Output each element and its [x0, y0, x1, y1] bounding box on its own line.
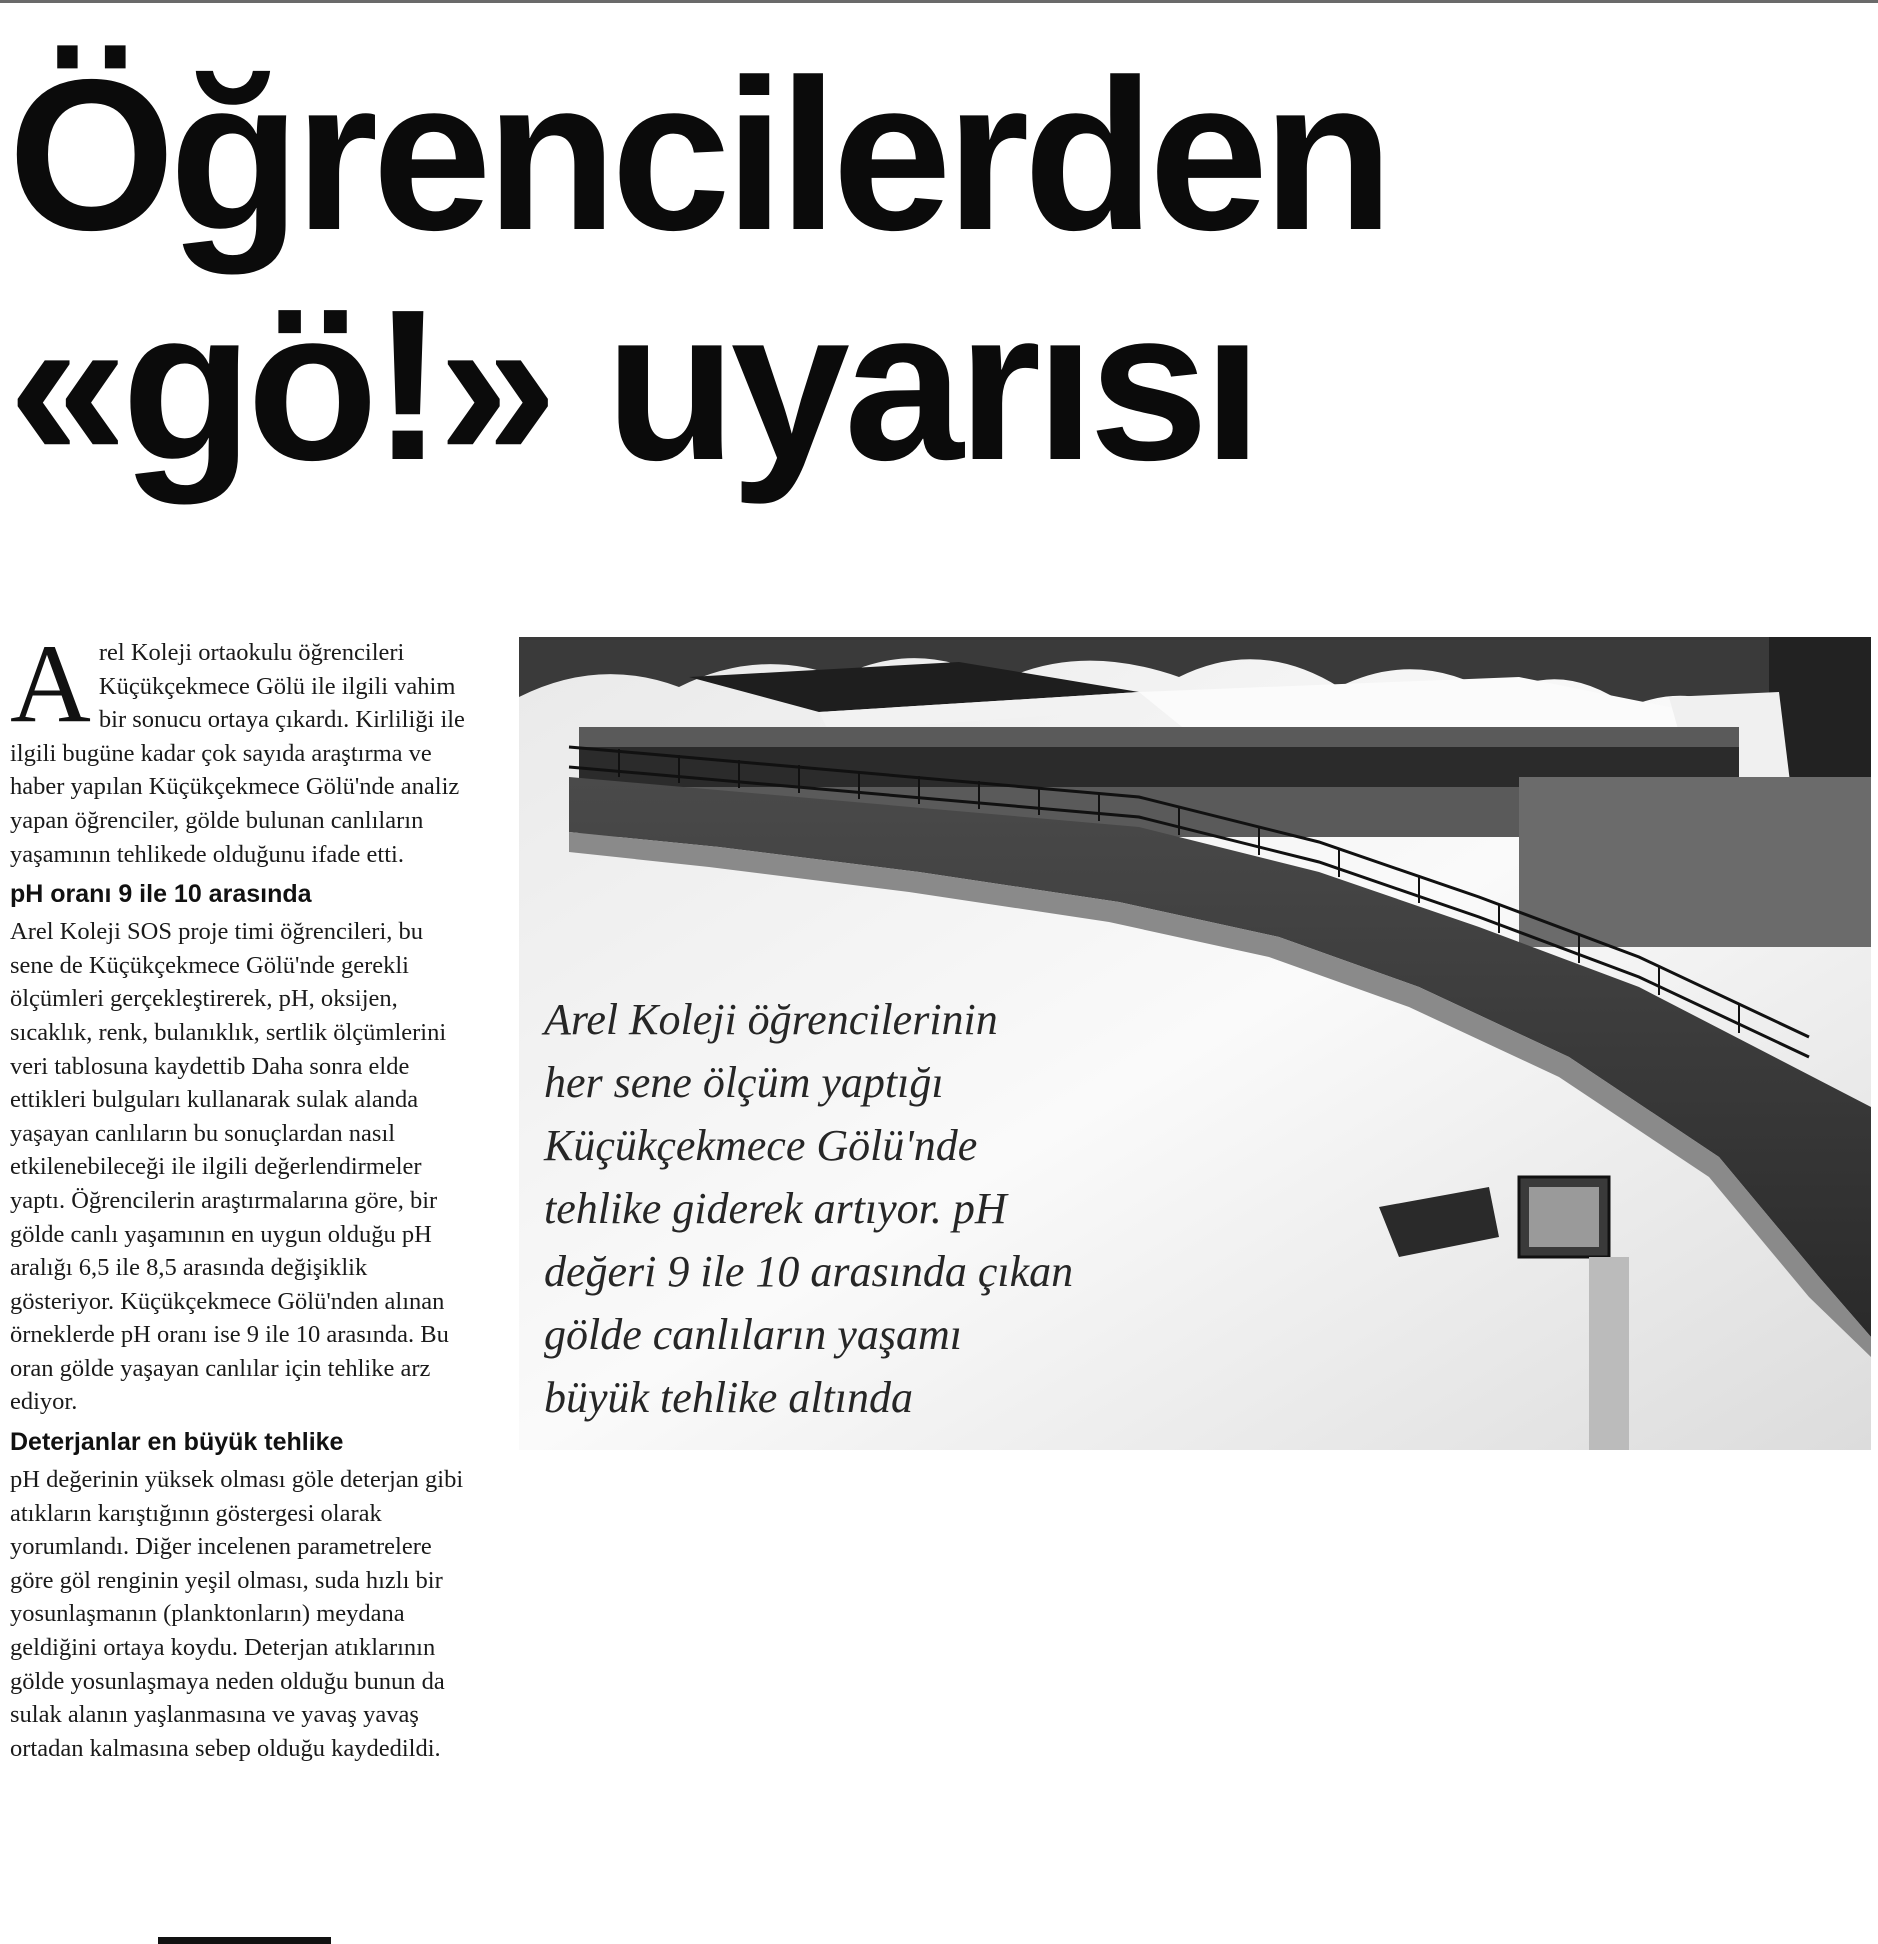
- subhead-ph: pH oranı 9 ile 10 arasında: [10, 880, 312, 909]
- subhead-deterjan: Deterjanlar en büyük tehlike: [10, 1428, 344, 1457]
- pull-quote-line: Küçükçekmece Gölü'nde: [544, 1121, 978, 1170]
- headline-line-1: Öğrencilerden: [8, 34, 1388, 275]
- article-paragraph-3: pH değerinin yüksek olması göle deterjan gibi atıkların karıştığının göstergesi olarak yorumlandı. Diğer incelenen parametrelere göre göl renginin yeşil olması, suda hızlı bir yosunlaşmanın (planktonların) meydana geldiğini ortaya koydu. Deterjan atıklarının gölde yosunlaşmaya neden olduğu bunun da sulak alanın yaşlanmasına ve yavaş yavaş ortadan kalmasına sebep olduğu kaydedildi.: [10, 1466, 464, 1762]
- pull-quote-line: tehlike giderek artıyor. pH: [544, 1184, 1007, 1233]
- pull-quote-line: büyük tehlike altında: [544, 1373, 913, 1422]
- article-intro: rel Koleji ortaokulu öğrencileri Küçükçekmece Gölü ile ilgili vahim bir sonucu ortaya çıkardı. Kirliliği ile ilgili bugüne kadar çok sayıda araştırma ve haber yapılan Küçükçekmece Gölü'nde analiz yapan öğrenciler, gölde bulunan canlıların yaşamının tehlikede olduğunu ifade etti.: [10, 639, 465, 868]
- bottom-bar: [158, 1937, 331, 1944]
- pull-quote-line: her sene ölçüm yaptığı: [544, 1058, 944, 1107]
- headline-line-2: «gö!» uyarısı: [8, 264, 1257, 505]
- article-body: [10, 622, 468, 1765]
- drop-cap: A: [10, 622, 91, 746]
- pull-quote-line: değeri 9 ile 10 arasında çıkan: [544, 1247, 1074, 1296]
- pull-quote-line: gölde canlıların yaşamı: [544, 1310, 962, 1359]
- pull-quote-line: Arel Koleji öğrencilerinin: [544, 995, 998, 1044]
- article-paragraph-2: Arel Koleji SOS proje timi öğrencileri, bu sene de Küçükçekmece Gölü'nde gerekli ölçümleri gerçekleştirerek, pH, oksijen, sıcaklık, renk, bulanıklık, sertlik ölçümlerini veri tablosuna kaydettib Daha sonra elde ettikleri bulguları kullanarak sulak alanda yaşayan canlıların bu sonuçlardan nasıl etkilenebileceği ile ilgili değerlendirmeler yaptı. Öğrencilerin araştırmalarına göre, bir gölde canlı yaşamının en uygun olduğu pH aralığı 6,5 ile 8,5 arasında değişiklik gösteriyor. Küçükçekmece Gölü'nden alınan örneklerde pH oranı ise 9 ile 10 arasında. Bu oran gölde yaşayan canlılar için tehlike arz ediyor.: [10, 918, 449, 1416]
- top-rule: [0, 0, 1878, 3]
- pull-quote: [544, 988, 1144, 1429]
- headline: [8, 34, 1868, 505]
